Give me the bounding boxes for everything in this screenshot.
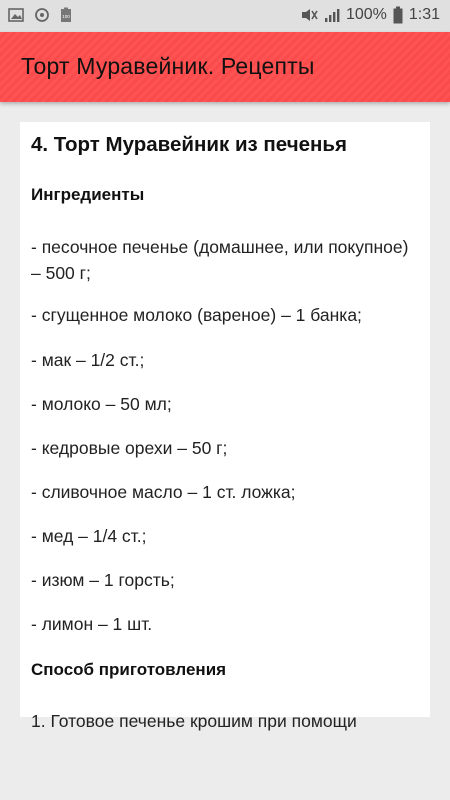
recipe-title: 4. Торт Муравейник из печенья bbox=[31, 133, 347, 156]
ingredients-heading: Ингредиенты bbox=[31, 185, 145, 204]
ingredient-item: - песочное печенье (домашнее, или покупное) – 500 г; bbox=[31, 237, 409, 283]
ingredient-item: - сгущенное молоко (вареное) – 1 банка; bbox=[31, 305, 362, 325]
ingredient-item: - молоко – 50 мл; bbox=[31, 394, 172, 414]
app-bar bbox=[0, 32, 450, 102]
svg-text:100: 100 bbox=[62, 14, 70, 19]
ingredient-item: - мак – 1/2 ст.; bbox=[31, 350, 145, 370]
method-step-partial: 1. Готовое печенье крошим при помощи bbox=[31, 711, 357, 731]
battery-icon bbox=[393, 6, 403, 24]
sync-icon bbox=[34, 7, 50, 23]
status-bar bbox=[0, 0, 450, 32]
ingredient-item: - лимон – 1 шт. bbox=[31, 614, 153, 634]
method-heading: Способ приготовления bbox=[31, 660, 227, 679]
recipe-card[interactable] bbox=[20, 122, 430, 731]
app-title: Торт Муравейник. Рецепты bbox=[21, 53, 315, 79]
battery-100-notification-icon bbox=[60, 7, 72, 23]
ingredient-item: - кедровые орехи – 50 г; bbox=[31, 438, 228, 458]
image-icon bbox=[8, 8, 24, 22]
ingredient-item: - мед – 1/4 ст.; bbox=[31, 526, 147, 546]
battery-percent: 100% bbox=[345, 6, 387, 23]
mute-icon bbox=[300, 7, 318, 23]
ingredient-item: - изюм – 1 горсть; bbox=[31, 570, 175, 590]
clock: 1:31 bbox=[408, 6, 440, 23]
signal-icon bbox=[324, 7, 340, 23]
ingredient-item: - сливочное масло – 1 ст. ложка; bbox=[31, 482, 296, 502]
